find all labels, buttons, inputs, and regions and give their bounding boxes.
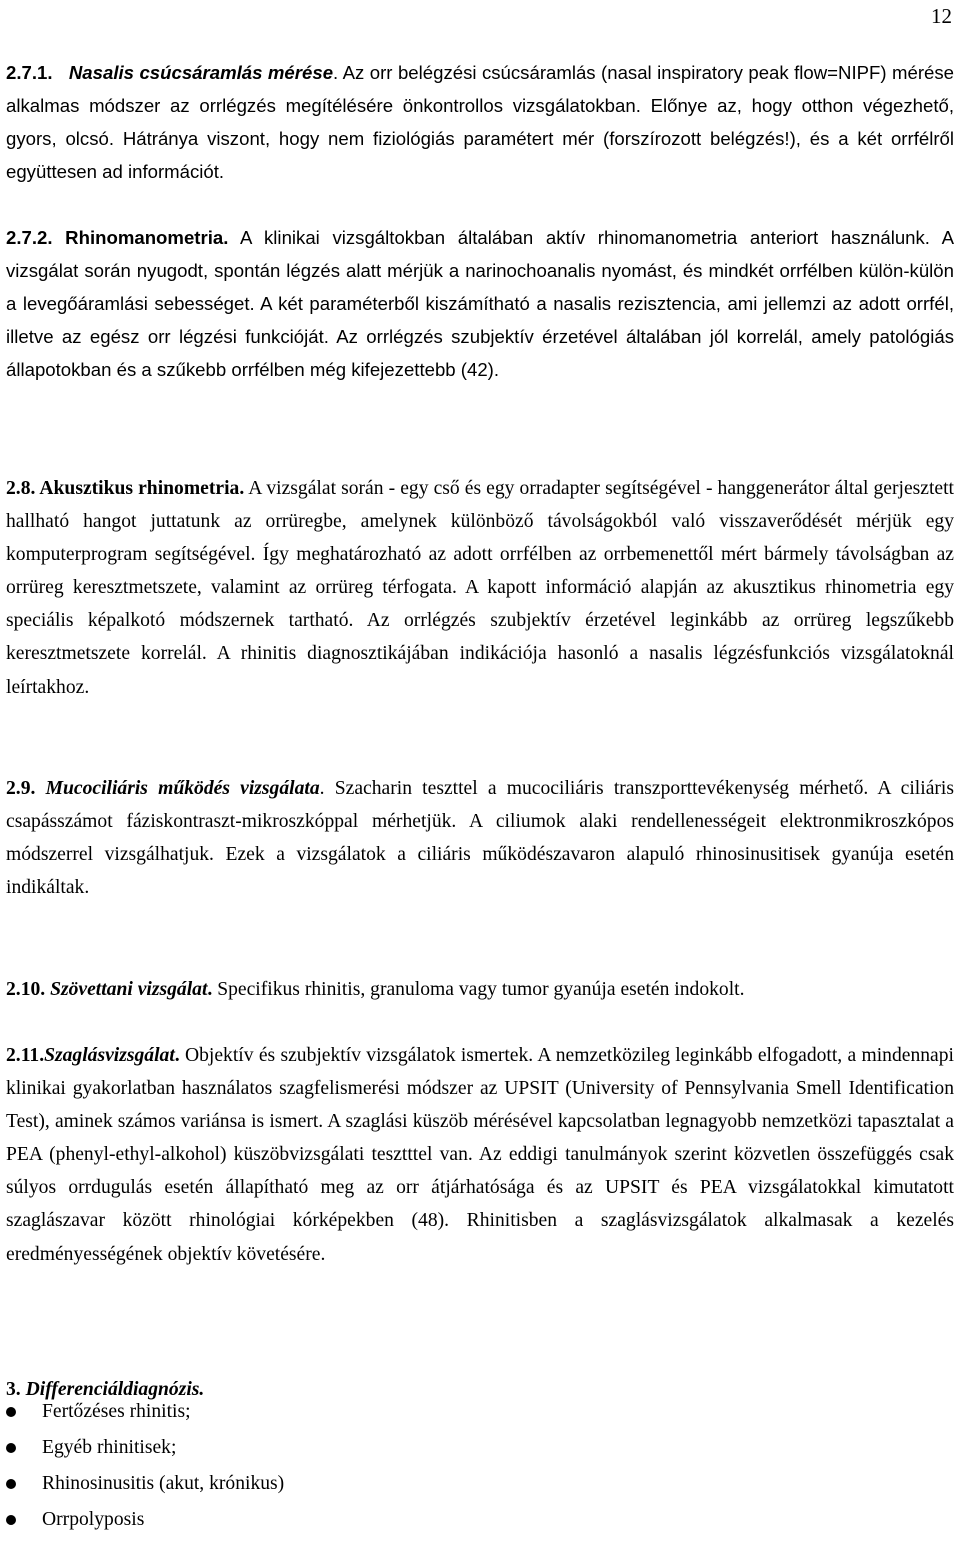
list-item [6,1466,284,1502]
section-number: 2.9. [6,778,36,799]
section-number: 2.7.1. [6,62,53,83]
section-title: Szövettani vizsgálat [50,979,208,1000]
section-body: Az orr belégzési csúcsáramlás (nasal inspiratory peak flow=NIPF) mérése alkalmas módszer az orrlégzés megítélésére önkontrollos vizsgálatokban. Előnye az, hogy otthon végezhető, gyors, olcsó. Hátránya viszont, hogy nem fiziológiás paramétert mér (forszírozott belégzés!), és a két orrfélről együttesen ad információt. [6,62,955,183]
page-number: 12 [931,4,952,28]
section-2-10 [6,973,954,1006]
section-heading: 2.8. Akusztikus rhinometria. [6,478,245,499]
list-item-text: Egyéb rhinitisek; [42,1437,177,1458]
section-title: Differenciáldiagnózis. [25,1379,205,1400]
bullet-icon [6,1407,16,1417]
section-title: Nasalis csúcsáramlás mérése [68,62,334,83]
list-item-text: Fertőzéses rhinitis; [42,1401,191,1422]
differential-list [6,1394,284,1538]
section-heading: 2.7.2. Rhinomanometria. [6,227,229,248]
section-body: Objektív és szubjektív vizsgálatok ismertek. A nemzetközileg leginkább elfogadott, a mindennapi klinikai gyakorlatban használatos szagfelismerési módszer az UPSIT (University of Pennsylvania Smell Identification Test), aminek számos variánsa is ismert. A szaglási küszöb mérésével kapcsolatban legnagyobb nemzetközi tapasztalat a PEA (phenyl-ethyl-alkohol) küszöbvizsgálati tesztttel van. Az eddigi tanulmányok szerint közvetlen összefüggés csak súlyos orrdugulás esetén állapítható meg az orr átjárhatósága és az UPSIT és PEA vizsgálatokkal kimutatott szaglászavar között rhinológiai kórképekben (48). Rhinitisben a szaglásvizsgálatok alkalmasak a kezelés eredményességének objektív követésére. [6,1045,954,1265]
list-item-text: Orrpolyposis [42,1509,145,1530]
bullet-icon [6,1515,16,1525]
section-body: A vizsgálat során - egy cső és egy orradapter segítségével - hanggenerátor által gerjesztett hallható hangot juttatunk az orrüregbe, amelynek különböző távolságokból való visszaverődését mérjük egy komputerprogram segítségével. Így meghatározható az adott orrfélben az orrbemenettől mért bármely távolságban az orrüreg keresztmetszete, valamint az orrüreg térfogata. A kapott információ alapján az akusztikus rhinometria egy speciális képalkotó módszernek tartható. Az orrlégzés szubjektív érzetével leginkább az orrüreg legszűkebb keresztmetszete korrelál. A rhinitis diagnosztikájában indikációja hasonló a nasalis légzésfunkciós vizsgálatoknál leírtakhoz. [6,478,954,698]
section-number: 2.10. [6,979,46,1000]
section-2-7-1 [6,56,954,188]
section-body: Specifikus rhinitis, granuloma vagy tumor gyanúja esetén indokolt. [212,979,745,1000]
section-2-9 [6,772,954,904]
section-body: Szacharin teszttel a mucociliáris transzporttevékenység mérhető. A ciliáris csapásszámot fáziskontraszt-mikroszkóppal mérhetjük. A ciliumok alaki rendellenességeit elektronmikroszkópos módszerrel vizsgálhatjuk. Ezek a vizsgálatok a ciliáris működészavaron alapuló rhinosinusitisek gyanúja esetén indikáltak. [6,778,954,899]
section-number: 3. [6,1379,21,1400]
section-title: Szaglásvizsgálat [44,1045,175,1066]
list-item [6,1430,284,1466]
list-item [6,1502,284,1538]
section-2-8 [6,472,954,704]
list-item [6,1394,284,1430]
section-title-end: . [319,778,325,799]
section-title-end: . [207,979,213,1000]
section-body: A klinikai vizsgáltokban általában aktív rhinomanometria anteriort használunk. A vizsgálat során nyugodt, spontán légzés alatt mérjük a narinochoanalis nyomást, és mindkét orrfélben külön-külön a levegőáramlási sebességet. A két paraméterből kiszámítható a nasalis rezisztencia, ami jellemzi az adott orrfél, illetve az egész orr légzési funkcióját. Az orrlégzés szubjektív érzetével általában jól korrelál, amely patológiás állapotokban és a szűkebb orrfélben még kifejezettebb (42). [6,227,954,381]
section-2-11 [6,1039,954,1271]
section-title: Mucociliáris működés vizsgálata [45,778,320,799]
section-title-end: . [174,1045,180,1066]
bullet-icon [6,1479,16,1489]
list-item-text: Rhinosinusitis (akut, krónikus) [42,1473,285,1494]
bullet-icon [6,1443,16,1453]
section-number: 2.11. [6,1045,45,1066]
section-2-7-2 [6,221,954,386]
section-title-end: . [333,62,339,83]
